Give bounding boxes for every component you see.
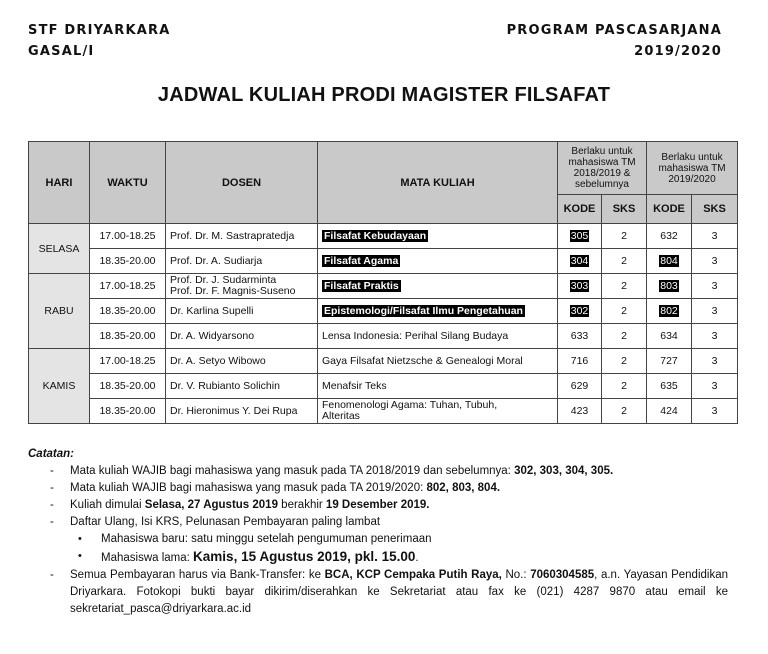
- col-header-dosen: DOSEN: [166, 142, 318, 224]
- dash-marker: -: [50, 482, 54, 494]
- note-item: [28, 567, 728, 618]
- course-cell: Gaya Filsafat Nietzsche & Genealogi Moral: [318, 349, 558, 374]
- code-cell: 424: [647, 399, 692, 424]
- note-bold: Selasa, 27 Agustus 2019: [144, 499, 278, 511]
- note-bold: BCA, KCP Cempaka Putih Raya,: [324, 569, 502, 581]
- lecturer-name: Prof. Dr. F. Magnis-Suseno: [170, 285, 296, 297]
- course-name: Fenomenologi Agama: Tuhan, Tubuh,: [322, 399, 498, 411]
- lecturer-cell: Dr. Karlina Supelli: [166, 299, 318, 324]
- note-text: Kuliah dimulai: [70, 499, 145, 511]
- course-name: Epistemologi/Filsafat Ilmu Pengetahuan: [324, 305, 523, 317]
- dash-marker: -: [50, 499, 54, 511]
- page-title: JADWAL KULIAH PRODI MAGISTER FILSAFAT: [157, 84, 611, 106]
- table-header-row: [29, 142, 738, 195]
- table-row: [29, 324, 738, 349]
- col-header-sks: SKS: [602, 195, 647, 224]
- day-cell: RABU: [29, 274, 90, 349]
- code-cell: 629: [558, 374, 602, 399]
- course-cell: Lensa Indonesia: Perihal Silang Budaya: [318, 324, 558, 349]
- table-row: [29, 349, 738, 374]
- credit-cell: 3: [692, 224, 738, 249]
- code-cell: 634: [647, 324, 692, 349]
- lecturer-cell: [166, 274, 318, 299]
- course-code: 305: [570, 230, 589, 242]
- credit-cell: 3: [692, 374, 738, 399]
- note-item: [28, 514, 728, 531]
- col-group-tm-2018: Berlaku untuk mahasiswa TM 2018/2019 & sebelumnya: [558, 142, 647, 195]
- note-bold: Kamis, 15 Agustus 2019, pkl. 15.00: [193, 549, 416, 564]
- credit-cell: 3: [692, 349, 738, 374]
- dash-marker: -: [50, 516, 54, 528]
- col-header-kode: KODE: [647, 195, 692, 224]
- time-cell: 18.35-20.00: [90, 324, 166, 349]
- code-cell: [558, 224, 602, 249]
- note-text: Mahasiswa baru: satu minggu setelah pengumuman penerimaan: [101, 533, 432, 545]
- notes-section: [28, 446, 728, 618]
- lecturer-cell: Prof. Dr. A. Sudiarja: [166, 249, 318, 274]
- note-subitem: [28, 531, 728, 548]
- credit-cell: 3: [692, 274, 738, 299]
- course-name: Alteritas: [322, 410, 360, 422]
- credit-cell: 2: [602, 349, 647, 374]
- time-cell: 18.35-20.00: [90, 299, 166, 324]
- schedule-table: [28, 141, 738, 424]
- credit-cell: 2: [602, 399, 647, 424]
- notes-title: Catatan:: [28, 448, 75, 460]
- lecturer-cell: Dr. A. Widyarsono: [166, 324, 318, 349]
- bullet-marker: •: [78, 533, 82, 545]
- credit-cell: 2: [602, 374, 647, 399]
- course-cell: [318, 224, 558, 249]
- time-cell: 18.35-20.00: [90, 399, 166, 424]
- note-text: No.:: [501, 569, 531, 581]
- dash-marker: -: [50, 569, 54, 581]
- bullet-marker: •: [78, 550, 82, 562]
- time-cell: 18.35-20.00: [90, 374, 166, 399]
- code-cell: [647, 249, 692, 274]
- note-bold: 7060304585: [530, 569, 595, 581]
- header-left: [28, 20, 171, 62]
- col-group-tm-2019: Berlaku untuk mahasiswa TM 2019/2020: [647, 142, 738, 195]
- course-name: Filsafat Kebudayaan: [324, 230, 427, 242]
- semester-label: GASAL/I: [28, 44, 95, 59]
- table-row: [29, 299, 738, 324]
- lecturer-cell: Dr. A. Setyo Wibowo: [166, 349, 318, 374]
- course-cell: [318, 249, 558, 274]
- note-text: Semua Pembayaran harus via Bank-Transfer: ke: [70, 569, 325, 581]
- course-code: 302: [570, 305, 589, 317]
- time-cell: 17.00-18.25: [90, 224, 166, 249]
- credit-cell: 3: [692, 249, 738, 274]
- col-header-mata-kuliah: MATA KULIAH: [318, 142, 558, 224]
- course-code: 303: [570, 280, 589, 292]
- code-cell: [558, 274, 602, 299]
- course-cell: Menafsir Teks: [318, 374, 558, 399]
- table-row: [29, 274, 738, 299]
- code-cell: 635: [647, 374, 692, 399]
- credit-cell: 2: [602, 324, 647, 349]
- credit-cell: 3: [692, 324, 738, 349]
- credit-cell: 3: [692, 299, 738, 324]
- code-cell: 633: [558, 324, 602, 349]
- note-item: [28, 463, 728, 480]
- table-row: [29, 399, 738, 424]
- time-cell: 17.00-18.25: [90, 349, 166, 374]
- table-row: [29, 249, 738, 274]
- lecturer-cell: Dr. V. Rubianto Solichin: [166, 374, 318, 399]
- table-row: [29, 374, 738, 399]
- course-code: 804: [660, 255, 678, 267]
- note-text: Mata kuliah WAJIB bagi mahasiswa yang masuk pada TA 2019/2020:: [70, 482, 427, 494]
- course-code: 304: [570, 255, 589, 267]
- note-item: [28, 497, 728, 514]
- code-cell: [558, 249, 602, 274]
- note-bold: 802, 803, 804.: [426, 482, 501, 494]
- credit-cell: 2: [602, 249, 647, 274]
- course-name: Filsafat Praktis: [324, 280, 399, 292]
- col-header-waktu: WAKTU: [90, 142, 166, 224]
- code-cell: 632: [647, 224, 692, 249]
- code-cell: 423: [558, 399, 602, 424]
- dash-marker: -: [50, 465, 54, 477]
- lecturer-cell: Prof. Dr. M. Sastrapratedja: [166, 224, 318, 249]
- code-cell: [558, 299, 602, 324]
- table-row: [29, 224, 738, 249]
- note-bold: 19 Desember 2019.: [325, 499, 430, 511]
- code-cell: 716: [558, 349, 602, 374]
- credit-cell: 2: [602, 274, 647, 299]
- credit-cell: 3: [692, 399, 738, 424]
- note-text: , a.n. Yayasan Pendidikan Driyarkara. Fotokopi bukti bayar dikirim/diserahkan ke Sekretariat atau fax ke (021) 4287 9870 atau email ke sekretariat_pasca@driyarkara.ac.id: [70, 569, 728, 615]
- col-header-hari: HARI: [29, 142, 90, 224]
- time-cell: 18.35-20.00: [90, 249, 166, 274]
- day-cell: KAMIS: [29, 349, 90, 424]
- course-cell: [318, 399, 558, 424]
- time-cell: 17.00-18.25: [90, 274, 166, 299]
- col-header-kode: KODE: [558, 195, 602, 224]
- note-text: Mahasiswa lama:: [101, 552, 194, 564]
- course-cell: [318, 274, 558, 299]
- header-right: [507, 20, 722, 62]
- course-code: 802: [660, 305, 678, 317]
- note-text: Daftar Ulang, Isi KRS, Pelunasan Pembayaran paling lambat: [70, 516, 381, 528]
- credit-cell: 2: [602, 299, 647, 324]
- note-subitem: [28, 548, 728, 567]
- col-header-sks: SKS: [692, 195, 738, 224]
- program-name: PROGRAM PASCASARJANA: [506, 23, 722, 38]
- institution-name: STF DRIYARKARA: [28, 23, 171, 38]
- course-cell: [318, 299, 558, 324]
- note-bold: 302, 303, 304, 305.: [514, 465, 614, 477]
- note-item: [28, 480, 728, 497]
- lecturer-cell: Dr. Hieronimus Y. Dei Rupa: [166, 399, 318, 424]
- course-name: Filsafat Agama: [324, 255, 399, 267]
- day-cell: SELASA: [29, 224, 90, 274]
- code-cell: [647, 274, 692, 299]
- note-text: Mata kuliah WAJIB bagi mahasiswa yang masuk pada TA 2018/2019 dan sebelumnya:: [70, 465, 515, 477]
- code-cell: [647, 299, 692, 324]
- course-code: 803: [660, 280, 678, 292]
- lecturer-name: Prof. Dr. J. Sudarminta: [170, 274, 277, 286]
- code-cell: 727: [647, 349, 692, 374]
- note-text: berakhir: [277, 499, 326, 511]
- credit-cell: 2: [602, 224, 647, 249]
- academic-year: 2019/2020: [634, 44, 722, 59]
- note-text: .: [415, 552, 419, 564]
